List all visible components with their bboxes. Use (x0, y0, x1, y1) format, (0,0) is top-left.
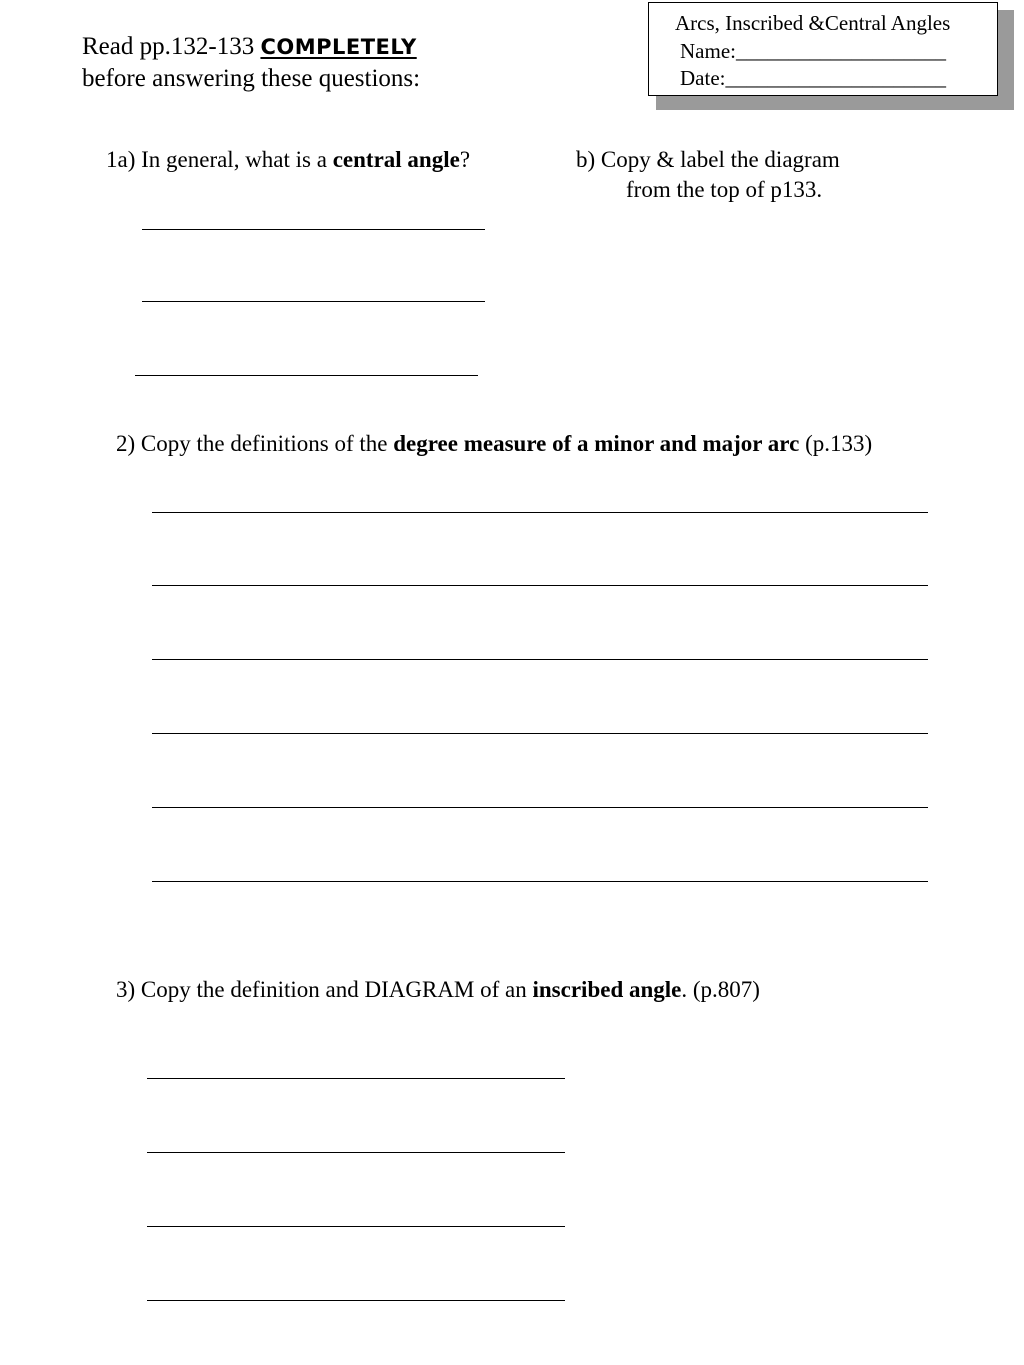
question-2-term: degree measure of a minor and major arc (393, 431, 800, 456)
answer-line[interactable] (152, 881, 928, 882)
answer-line[interactable] (147, 1078, 565, 1079)
answer-line[interactable] (152, 585, 928, 586)
header-box (648, 2, 998, 96)
answer-line[interactable] (152, 733, 928, 734)
question-3-prefix: 3) Copy the definition and DIAGRAM of an (116, 977, 533, 1002)
answer-line[interactable] (142, 301, 485, 302)
name-field-label: Name:____________________ (680, 39, 946, 63)
date-field-label: Date:_____________________ (680, 66, 946, 90)
answer-line[interactable] (147, 1226, 565, 1227)
answer-line[interactable] (152, 512, 928, 513)
reading-instruction (82, 32, 417, 62)
answer-line[interactable] (135, 375, 478, 376)
question-1a-prefix: 1a) In general, what is a (106, 147, 333, 172)
reading-instruction-prefix: Read pp.132-133 (82, 33, 261, 60)
question-1a-term: central angle (332, 147, 460, 172)
question-2-suffix: (p.133) (799, 431, 873, 456)
answer-line[interactable] (152, 659, 928, 660)
question-1b-line1: b) Copy & label the diagram (576, 147, 840, 172)
question-2-prefix: 2) Copy the definitions of the (116, 431, 394, 456)
worksheet-title: Arcs, Inscribed &Central Angles (675, 11, 951, 35)
question-1b-line2: from the top of p133. (626, 177, 823, 202)
question-2 (116, 429, 872, 459)
question-3-suffix: . (p.807) (681, 977, 760, 1002)
completely-emphasis: COMPLETELY (260, 35, 417, 59)
question-3 (116, 975, 760, 1005)
answer-line[interactable] (152, 807, 928, 808)
reading-instruction-line2: before answering these questions: (82, 65, 421, 92)
question-3-term: inscribed angle (532, 977, 682, 1002)
question-1a (106, 145, 470, 175)
answer-line[interactable] (147, 1300, 565, 1301)
answer-line[interactable] (147, 1152, 565, 1153)
question-1a-suffix: ? (459, 147, 471, 172)
answer-line[interactable] (142, 229, 485, 230)
